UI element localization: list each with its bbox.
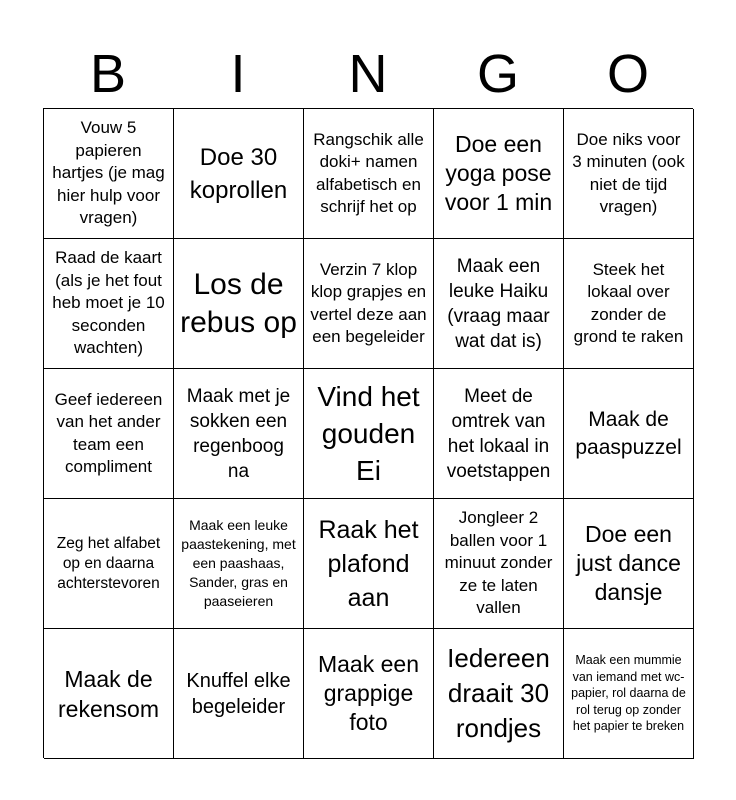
cell-text: Maak de rekensom <box>58 665 159 722</box>
cell-text: Maak een mummie van iemand met wc-papier, rol daarna de rol terug op zonder het papier te breken <box>571 653 686 734</box>
cell-text: Maak met je sokken een regenboog na <box>186 385 291 482</box>
cell-text: Maak een leuke Haiku (vraag maar wat dat is) <box>447 255 550 352</box>
cell-text: Maak een grappige foto <box>317 651 419 735</box>
bingo-grid <box>43 108 693 758</box>
bingo-cell[interactable] <box>564 369 694 499</box>
bingo-cell[interactable] <box>434 369 564 499</box>
cell-text: Raak het plafond aan <box>318 515 419 612</box>
cell-text: Geef iedereen van het ander team een compliment <box>54 389 163 476</box>
bingo-cell[interactable] <box>564 629 694 759</box>
bingo-cell[interactable] <box>174 499 304 629</box>
cell-text: Maak de paaspuzzel <box>575 407 682 459</box>
bingo-cell[interactable] <box>44 499 174 629</box>
cell-text: Doe niks voor 3 minuten (ook niet de tijd vragen) <box>572 129 685 216</box>
bingo-cell[interactable] <box>44 629 174 759</box>
header-letter-b: B <box>89 44 127 104</box>
cell-text: Raad de kaart (als je het fout heb moet je 10 seconden wachten) <box>52 248 165 358</box>
bingo-cell[interactable] <box>434 499 564 629</box>
bingo-cell[interactable] <box>564 239 694 369</box>
bingo-cell[interactable] <box>304 499 434 629</box>
cell-text: Knuffel elke begeleider <box>186 669 291 718</box>
cell-text: Jongleer 2 ballen voor 1 minuut zonder ze te laten vallen <box>444 508 553 618</box>
header-letter-n: N <box>348 44 388 104</box>
cell-text: Zeg het alfabet op en daarna achterstevoren <box>56 534 161 592</box>
bingo-cell[interactable] <box>564 109 694 239</box>
bingo-cell[interactable] <box>304 369 434 499</box>
cell-text: Meet de omtrek van het lokaal in voetstappen <box>446 385 551 482</box>
cell-text: Verzin 7 klop klop grapjes en vertel deze aan een begeleider <box>310 259 427 346</box>
bingo-cell[interactable] <box>564 499 694 629</box>
cell-text: Steek het lokaal over zonder de grond te raken <box>573 259 684 346</box>
bingo-cell[interactable] <box>44 369 174 499</box>
header-letter-i: I <box>230 44 246 104</box>
bingo-cell[interactable] <box>434 109 564 239</box>
cell-text: Vind het gouden Ei <box>317 381 420 486</box>
bingo-cell[interactable] <box>304 629 434 759</box>
cell-text: Doe een yoga pose voor 1 min <box>444 131 553 215</box>
cell-text: Doe een just dance dansje <box>576 521 681 605</box>
cell-text: Los de rebus op <box>180 267 297 339</box>
cell-text: Maak een leuke paastekening, met een paashaas, Sander, gras en paaseieren <box>181 517 296 609</box>
bingo-cell[interactable] <box>304 239 434 369</box>
bingo-cell[interactable] <box>44 239 174 369</box>
cell-text: Vouw 5 papieren hartjes (je mag hier hulp voor vragen) <box>52 118 165 228</box>
bingo-cell[interactable] <box>304 109 434 239</box>
bingo-header <box>43 40 693 108</box>
bingo-cell[interactable] <box>434 239 564 369</box>
cell-text: Doe 30 koprollen <box>189 143 288 204</box>
cell-text: Iedereen draait 30 rondjes <box>447 643 550 743</box>
bingo-cell[interactable] <box>174 239 304 369</box>
cell-text: Rangschik alle doki+ namen alfabetisch en schrijf het op <box>313 129 424 216</box>
bingo-cell[interactable] <box>174 369 304 499</box>
bingo-cell[interactable] <box>44 109 174 239</box>
bingo-cell[interactable] <box>174 629 304 759</box>
bingo-cell[interactable] <box>174 109 304 239</box>
header-letter-g: G <box>476 44 519 104</box>
bingo-cell[interactable] <box>434 629 564 759</box>
header-letter-o: O <box>606 44 649 104</box>
